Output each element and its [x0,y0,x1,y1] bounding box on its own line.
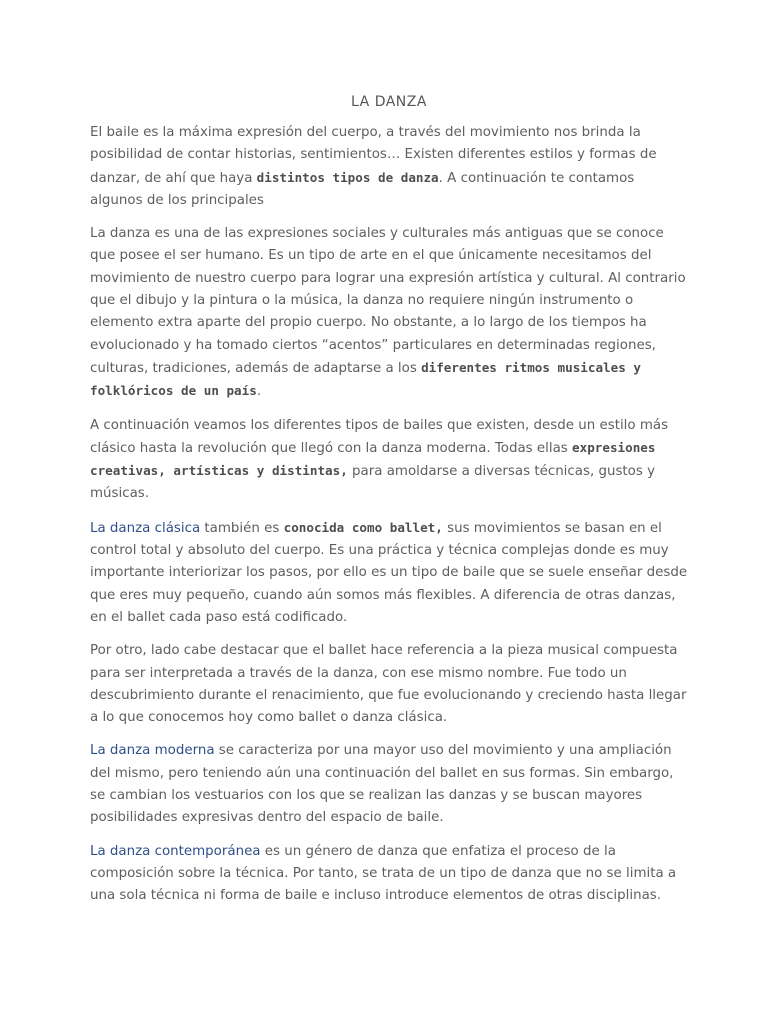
link-danza-moderna[interactable]: La danza moderna [90,743,215,759]
paragraph-text: también es [200,520,284,536]
paragraph-history [90,223,688,403]
paragraph-contemporary [90,841,688,908]
paragraph-text: . A continuación te contamos algunos de los principales [90,170,635,208]
document-title: LA DANZA [351,94,427,110]
paragraph-text: . [256,384,262,400]
paragraph-text: La danza es una de las expresiones sociales y culturales más antiguas que se conoce que posee el ser humano. Es un tipo de arte en el que únicamente necesitamos del movimiento de nuestro cuerpo para lograr una expresión artística y cultural. Al contrario que el dibujo y la pintura o la música, la danza no requiere ningún instrumento o elemento extra aparte del propio cuerpo. No obstante, a lo largo de los tiempos ha evolucionado y ha tomado ciertos “acentos” particulares en determinadas regiones, culturas, tradiciones, además de adaptarse a los [90,226,686,376]
paragraph-text: sus movimientos se basan en el control total y absoluto del cuerpo. Es una práctica y técnica complejas donde es muy importante interiorizar los pasos, por ello es un tipo de baile que se suele enseñar desde que eres muy pequeño, cuando aún somos más flexibles. A diferencia de otras danzas, en el ballet cada paso está codificado. [90,520,688,625]
bold-phrase: distintos tipos de danza [256,169,439,185]
paragraph-intro [90,122,688,212]
paragraph-text: El baile es la máxima expresión del cuerpo, a través del movimiento nos brinda la posibilidad de contar historias, sentimientos… Existen diferentes estilos y formas de danzar, de ahí que haya [90,125,657,186]
paragraph-text: A continuación veamos los diferentes tipos de bailes que existen, desde un estilo más clásico hasta la revolución que llegó con la danza moderna. Todas ellas [90,417,669,456]
link-danza-contemporanea[interactable]: La danza contemporánea [90,843,261,859]
paragraph-text: para amoldarse a diversas técnicas, gustos y músicas. [90,464,656,502]
bold-phrase: conocida como ballet, [283,519,443,535]
paragraph-text: Por otro, lado cabe destacar que el ballet hace referencia a la pieza musical compuesta para ser interpretada a través de la danza, con ese mismo nombre. Fue todo un descubrimiento durante el renacimiento, que fue evolucionando y creciendo hasta llegar a lo que conocemos hoy como ballet o danza clásica. [90,643,687,726]
link-danza-clasica[interactable]: La danza clásica [90,520,201,536]
paragraph-types [90,415,688,506]
paragraph-ballet [90,640,688,729]
paragraph-text: es un género de danza que enfatiza el proceso de la composición sobre la técnica. Por tanto, se trata de un tipo de danza que no se limita a una sola técnica ni forma de baile e incluso introduce elementos de otras disciplinas. [90,843,677,904]
paragraph-text: se caracteriza por una mayor uso del movimiento y una ampliación del mismo, pero teniendo aún una continuación del ballet en sus formas. Sin embargo, se cambian los vestuarios con los que se realizan las danzas y se buscan mayores posibilidades expresivas dentro del espacio de baile. [90,743,674,826]
paragraph-modern [90,740,688,829]
bold-phrase: diferentes ritmos musicales y folklóricos de un país [90,359,641,399]
bold-phrase: expresiones creativas, artísticas y distintas, [90,439,656,479]
paragraph-classical [90,517,688,629]
